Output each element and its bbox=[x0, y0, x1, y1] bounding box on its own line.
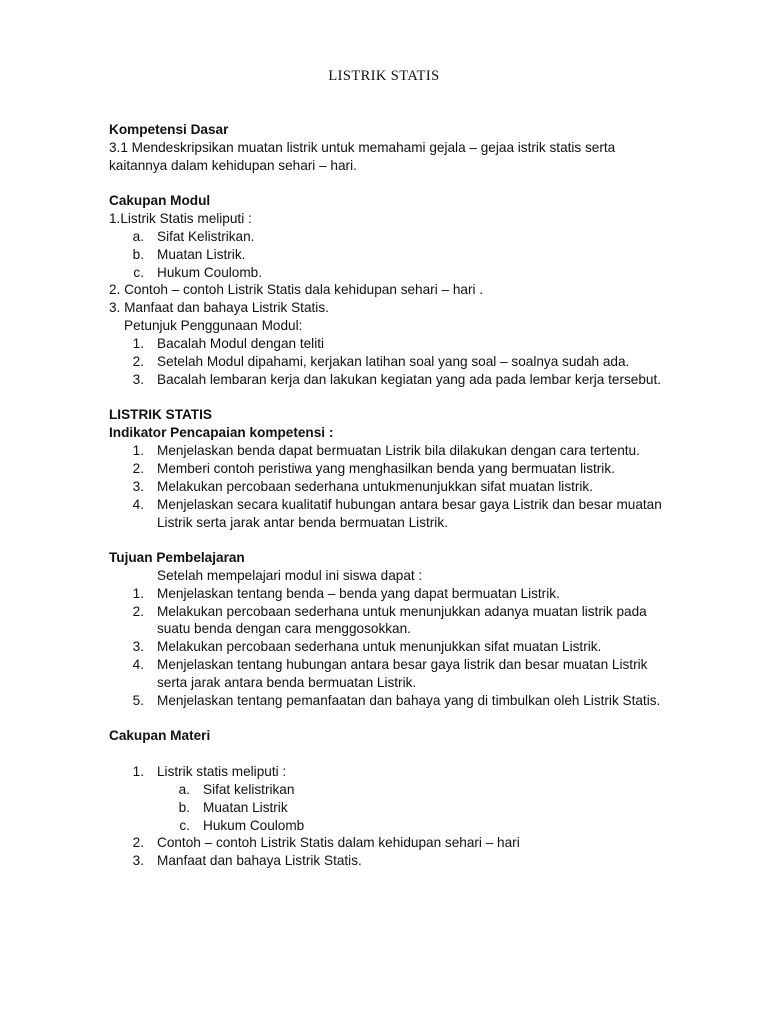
list-item-text: Menjelaskan tentang pemanfaatan dan bahaya yang di timbulkan oleh Listrik Statis. bbox=[157, 693, 661, 708]
tujuan-intro: Setelah mempelajari modul ini siswa dapat : bbox=[157, 568, 423, 583]
cakupan-modul-item-1: 1.Listrik Statis meliputi : bbox=[109, 211, 252, 226]
listrik-statis-heading: LISTRIK STATIS bbox=[109, 407, 212, 422]
list-marker: 5. bbox=[132, 693, 144, 708]
list-marker: 2. bbox=[132, 835, 144, 850]
list-item-text: Sifat Kelistrikan. bbox=[157, 229, 255, 244]
list-item-text: Hukum Coulomb. bbox=[157, 265, 263, 280]
cakupan-materi-heading: Cakupan Materi bbox=[109, 728, 211, 743]
list-item-text: Melakukan percobaan sederhana untuk menunjukkan adanya muatan listrik pada bbox=[157, 604, 647, 619]
petunjuk-heading: Petunjuk Penggunaan Modul: bbox=[124, 318, 303, 333]
list-item-text: Menjelaskan benda dapat bermuatan Listrik bila dilakukan dengan cara tertentu. bbox=[157, 443, 640, 458]
list-item-text: Listrik statis meliputi : bbox=[157, 764, 287, 779]
list-marker: 2. bbox=[132, 461, 144, 476]
list-item-text: Muatan Listrik bbox=[203, 800, 288, 815]
list-marker: b. bbox=[132, 247, 144, 262]
indikator-heading: Indikator Pencapaian kompetensi : bbox=[109, 425, 334, 440]
list-item-text: Contoh – contoh Listrik Statis dalam kehidupan sehari – hari bbox=[157, 835, 520, 850]
cakupan-modul-heading: Cakupan Modul bbox=[109, 193, 211, 208]
list-item-continuation: Listrik serta jarak antar benda bermuatan Listrik. bbox=[157, 515, 448, 530]
list-marker: c. bbox=[133, 265, 144, 280]
list-marker: 4. bbox=[132, 657, 144, 672]
list-item-text: Bacalah lembaran kerja dan lakukan kegiatan yang ada pada lembar kerja tersebut. bbox=[157, 372, 662, 387]
list-marker: 1. bbox=[132, 443, 144, 458]
list-item-continuation: suatu benda dengan cara menggosokkan. bbox=[157, 621, 411, 636]
list-item-text: Melakukan percobaan sederhana untuk menunjukkan sifat muatan Listrik. bbox=[157, 639, 602, 654]
list-marker: 1. bbox=[132, 764, 144, 779]
list-marker: 2. bbox=[132, 604, 144, 619]
list-item-continuation: serta jarak antara benda bermuatan Listrik. bbox=[157, 675, 417, 690]
list-item-text: Sifat kelistrikan bbox=[203, 782, 295, 797]
list-item-text: Setelah Modul dipahami, kerjakan latihan soal yang soal – soalnya sudah ada. bbox=[157, 354, 630, 369]
list-marker: 1. bbox=[132, 336, 144, 351]
cakupan-modul-item-3: 3. Manfaat dan bahaya Listrik Statis. bbox=[109, 300, 329, 315]
list-marker: 1. bbox=[132, 586, 144, 601]
list-item-text: Menjelaskan tentang benda – benda yang dapat bermuatan Listrik. bbox=[157, 586, 560, 601]
tujuan-heading: Tujuan Pembelajaran bbox=[109, 550, 245, 565]
list-marker: 3. bbox=[132, 853, 144, 868]
list-marker: 3. bbox=[132, 479, 144, 494]
list-marker: 2. bbox=[132, 354, 144, 369]
kompetensi-heading: Kompetensi Dasar bbox=[109, 122, 229, 137]
list-marker: a. bbox=[132, 229, 144, 244]
list-item-text: Melakukan percobaan sederhana untukmenunjukkan sifat muatan listrik. bbox=[157, 479, 594, 494]
list-item-text: Menjelaskan tentang hubungan antara besar gaya listrik dan besar muatan Listrik bbox=[157, 657, 648, 672]
cakupan-modul-item-2: 2. Contoh – contoh Listrik Statis dala kehidupan sehari – hari . bbox=[109, 282, 484, 297]
list-item-text: Bacalah Modul dengan teliti bbox=[157, 336, 325, 351]
list-marker: 3. bbox=[132, 372, 144, 387]
kompetensi-text-line-1: 3.1 Mendeskripsikan muatan listrik untuk memahami gejala – gejaa istrik statis serta bbox=[109, 140, 616, 155]
list-marker: 4. bbox=[132, 497, 144, 512]
list-marker: a. bbox=[178, 782, 190, 797]
list-item-text: Muatan Listrik. bbox=[157, 247, 246, 262]
list-marker: b. bbox=[178, 800, 190, 815]
kompetensi-text-line-2: kaitannya dalam kehidupan sehari – hari. bbox=[109, 158, 357, 173]
list-marker: 3. bbox=[132, 639, 144, 654]
document-title: LISTRIK STATIS bbox=[328, 68, 440, 84]
list-marker: c. bbox=[179, 818, 190, 833]
list-item-text: Menjelaskan secara kualitatif hubungan antara besar gaya Listrik dan besar muatan bbox=[157, 497, 662, 512]
list-item-text: Manfaat dan bahaya Listrik Statis. bbox=[157, 853, 362, 868]
list-item-text: Hukum Coulomb bbox=[203, 818, 305, 833]
list-item-text: Memberi contoh peristiwa yang menghasilkan benda yang bermuatan listrik. bbox=[157, 461, 615, 476]
